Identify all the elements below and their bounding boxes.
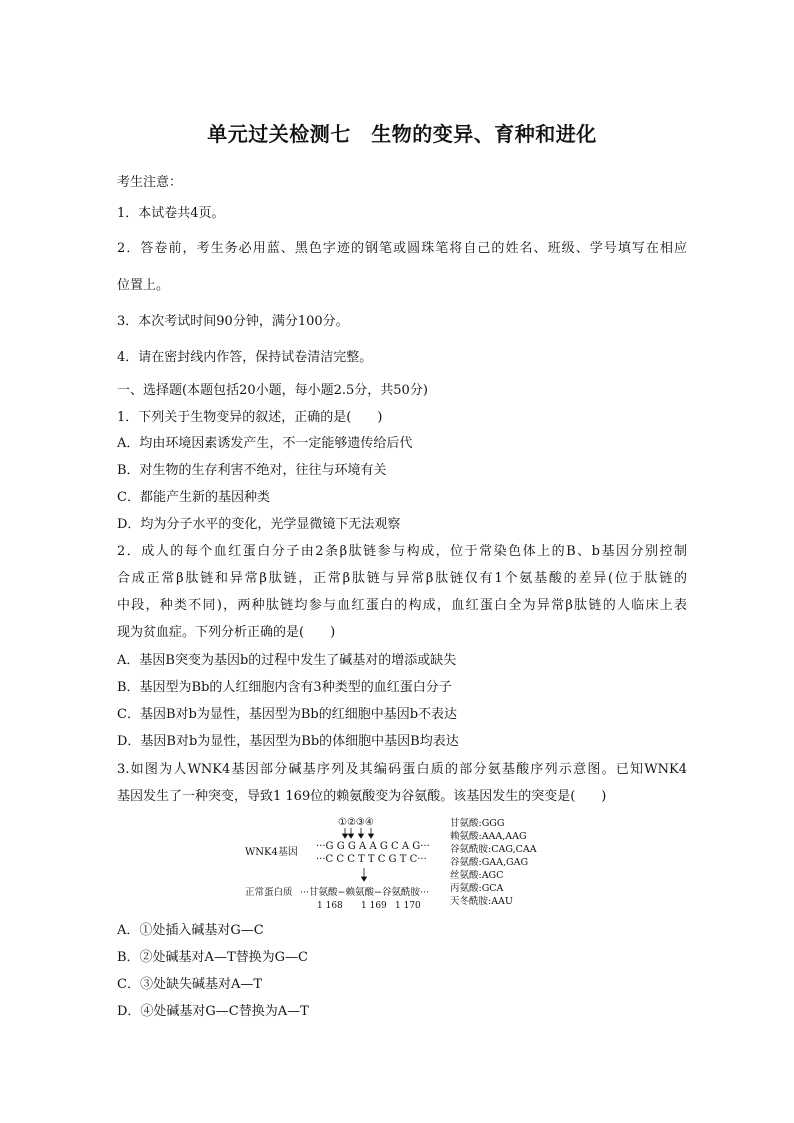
codon-row: 谷氨酸:GAA,GAG bbox=[450, 857, 529, 868]
translation-arrow bbox=[362, 868, 367, 881]
q2-option-a: A．基因B突变为基因b的过程中发生了碱基对的增添或缺失 bbox=[117, 653, 457, 668]
q3-stem-line-2: 基因发生了一种突变，导致1 169位的赖氨酸变为谷氨酸。该基因发生的突变是( ) bbox=[117, 789, 607, 804]
notice-item-4: 4．请在密封线内作答，保持试卷清洁完整。 bbox=[117, 350, 373, 365]
q2-option-d: D．基因B对b为显性，基因型为Bb的体细胞中基因B均表达 bbox=[117, 734, 459, 749]
codon-row: 丙氨酸:GCA bbox=[450, 883, 504, 894]
notice-item-2: 2．答卷前，考生务必用蓝、黑色字迹的钢笔或圆珠笔将自己的姓名、班级、学号填写在相应 bbox=[117, 241, 687, 256]
strand-bottom: ···C C C T T C G T C··· bbox=[316, 854, 427, 865]
position-1168: 1 168 bbox=[317, 901, 343, 911]
q2-stem-line-2: 合成正常β肽链和异常β肽链，正常β肽链与异常β肽链仅有1个氨基酸的差异(位于肽链的 bbox=[117, 571, 687, 586]
q2-stem-line-4: 现为贫血症。下列分析正确的是( ) bbox=[117, 625, 336, 640]
page-title: 单元过关检测七 生物的变异、育种和进化 bbox=[207, 122, 597, 146]
gene-label: WNK4基因 bbox=[245, 847, 298, 858]
notice-header: 考生注意： bbox=[117, 175, 183, 190]
protein-sequence: ···甘氨酸−赖氨酸−谷氨酰胺··· bbox=[300, 887, 430, 898]
q2-option-b: B．基因型为Bb的人红细胞内含有3种类型的血红蛋白分子 bbox=[117, 680, 452, 695]
notice-item-1: 1．本试卷共4页。 bbox=[117, 206, 225, 221]
q1-option-d: D．均为分子水平的变化，光学显微镜下无法观察 bbox=[117, 517, 401, 532]
q3-option-b: B．②处碱基对A—T替换为G—C bbox=[117, 950, 308, 965]
codon-row: 天冬酰胺:AAU bbox=[450, 896, 513, 907]
q3-stem-line-1: 3.如图为人WNK4基因部分碱基序列及其编码蛋白质的部分氨基酸序列示意图。已知WNK4 bbox=[117, 762, 687, 777]
wnk4-gene-diagram bbox=[240, 815, 570, 913]
codon-table bbox=[450, 817, 537, 907]
position-1170: 1 170 bbox=[395, 901, 421, 911]
q1-option-b: B．对生物的生存利害不绝对，往往与环境有关 bbox=[117, 463, 387, 478]
position-1169: 1 169 bbox=[361, 901, 387, 911]
q2-stem-line-3: 中段，种类不同)，两种肽链均参与血红蛋白的构成，血红蛋白全为异常β肽链的人临床上表 bbox=[117, 598, 687, 613]
codon-row: 丝氨酸:AGC bbox=[450, 870, 504, 881]
mutation-markers: ①②③④ bbox=[338, 817, 374, 828]
notice-item-3: 3．本次考试时间90分钟，满分100分。 bbox=[117, 314, 349, 329]
q1-option-a: A．均由环境因素诱发产生，不一定能够遗传给后代 bbox=[117, 436, 413, 451]
notice-item-2-cont: 位置上。 bbox=[117, 278, 170, 293]
q1-option-c: C．都能产生新的基因种类 bbox=[117, 490, 270, 505]
q3-option-a: A．①处插入碱基对G—C bbox=[117, 923, 264, 938]
q3-option-c: C．③处缺失碱基对A—T bbox=[117, 977, 263, 992]
marker-arrows bbox=[343, 828, 374, 838]
q2-option-c: C．基因B对b为显性，基因型为Bb的红细胞中基因b不表达 bbox=[117, 707, 458, 722]
q1-stem: 1．下列关于生物变异的叙述，正确的是( ) bbox=[117, 410, 383, 425]
section-heading: 一、选择题(本题包括20小题，每小题2.5分，共50分) bbox=[117, 383, 428, 398]
q2-stem-line-1: 2．成人的每个血红蛋白分子由2条β肽链参与构成，位于常染色体上的B、b基因分别控制 bbox=[117, 544, 687, 559]
protein-label: 正常蛋白质 bbox=[245, 887, 293, 898]
codon-row: 赖氨酸:AAA,AAG bbox=[450, 831, 527, 842]
codon-row: 谷氨酰胺:CAG,CAA bbox=[450, 844, 537, 855]
q3-option-d: D．④处碱基对G—C替换为A—T bbox=[117, 1004, 309, 1019]
strand-top: ···G G G A A G C A G··· bbox=[316, 841, 430, 852]
codon-row: 甘氨酸:GGG bbox=[450, 818, 505, 829]
